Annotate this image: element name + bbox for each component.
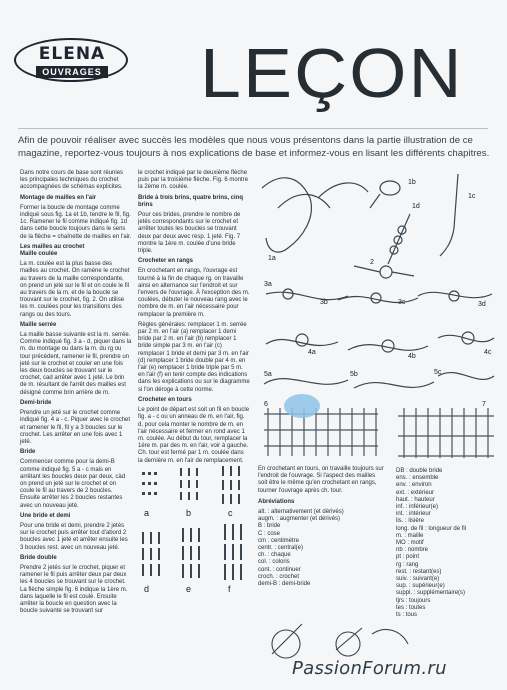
svg-text:6: 6 xyxy=(264,401,268,408)
round-diagrams xyxy=(136,462,258,602)
abbr-item: col. : coloris xyxy=(258,559,290,566)
hook-highlight xyxy=(284,394,320,418)
abbr-item: cm : centimètre xyxy=(258,537,300,544)
abbr-item: nb : nombre xyxy=(396,547,429,554)
abbr-item: ens. : ensemble xyxy=(396,475,439,482)
abbr-item: DB : double bride xyxy=(396,468,443,474)
abbr-item: C : cose xyxy=(258,530,281,537)
svg-text:3c: 3c xyxy=(398,299,406,306)
abbr-item: rg : rang xyxy=(396,561,419,568)
abbr-item: demi-B : demi-bride xyxy=(258,581,311,588)
hook-icon xyxy=(272,624,302,654)
text-column-1 xyxy=(20,170,132,618)
grid-label: e xyxy=(186,584,192,594)
svg-text:1d: 1d xyxy=(412,203,420,210)
abbr-item: long. de fil : longueur de fil xyxy=(396,525,467,532)
svg-text:3b: 3b xyxy=(320,299,328,306)
svg-text:3a: 3a xyxy=(264,281,272,288)
abbr-list xyxy=(258,509,386,588)
section-heading: Maille serrée xyxy=(20,321,57,328)
abbr-item: int. : intérieur xyxy=(396,511,431,518)
svg-text:2: 2 xyxy=(370,259,374,266)
text-column-4 xyxy=(396,468,500,619)
abbr-item: suppl. : supplémentaire(s) xyxy=(396,590,466,597)
section-heading: Abréviations xyxy=(258,498,295,505)
section-heading: Les mailles au crochet xyxy=(20,243,85,250)
chain-ring-icon xyxy=(336,632,360,656)
svg-text:1a: 1a xyxy=(268,255,276,262)
svg-text:1b: 1b xyxy=(408,179,416,186)
abbr-item: env. : environ xyxy=(396,482,432,489)
page-title: LEÇON xyxy=(200,34,464,112)
text-column-3 xyxy=(258,466,386,588)
para: Prendre un jeté sur le crochet comme indiqué fig. 4 a - c. Piquer avec le crochet et ramener le fil, fil y a 3 boucles sur le crochet. Les arrêter en une fois avec 1 jeté. xyxy=(20,410,131,445)
grid-label: c xyxy=(228,508,233,518)
abbr-item: suiv. : suivant(e) xyxy=(396,576,440,583)
svg-text:7: 7 xyxy=(482,401,486,408)
abbr-item: augm. : augmenter (et dérivés) xyxy=(258,516,341,523)
hand-icon xyxy=(262,178,311,252)
abbr-item: rest. : restant(es) xyxy=(396,568,442,575)
section-heading: Montage de mailles en l'air xyxy=(20,194,97,201)
abbr-item: croch. : crochet xyxy=(258,573,300,580)
svg-text:3d: 3d xyxy=(478,301,486,308)
abbr-item: tjrs : toujours xyxy=(396,597,431,604)
grid-label: a xyxy=(144,508,150,518)
para: Commencer comme pour la demi-B comme indiqué fig. 5 a - c mais en arrêtant les boucles deux par deux, càd on prend un jeté sur le crochet et on coule le fil au travers de 2 boucles. Ensuite arrêter les 2 boucles restantes avec un nouveau jeté. xyxy=(20,459,126,509)
abbr-item: cont. : continuer xyxy=(258,566,301,573)
abbr-item: alt. : alternativement (et dérivés) xyxy=(258,509,344,516)
para: La m. coulée est la plus basse des mailles au crochet. On ramène le crochet au travers de la maille correspondante, on prend un jeté sur le fil et on coule le fil au travers de la m. et de la boucle se trouvant sur le crochet, fig. 2. On utilise les m. coulées pour les transitions des rangs ou des tours. xyxy=(20,261,130,318)
grid-label: f xyxy=(228,584,231,594)
abbr-item: tes : toutes xyxy=(396,604,426,611)
abbr-item: MO : motif xyxy=(396,540,424,547)
watermark: PassionForum.ru xyxy=(292,658,447,679)
grid-label: d xyxy=(144,584,150,594)
section-heading: Demi-bride xyxy=(20,399,52,406)
para: Pour ces brides, prendre le nombre de jetés correspondants sur le crochet et arrêter toutes les boucles se trouvant deux par deux avec resp. 1 jeté. Fig. 7 montre la 1ère m. coulée d'une bride triple. xyxy=(138,212,241,255)
stitch-illustrations xyxy=(258,168,496,460)
abbr-item: ch. : chaque xyxy=(258,552,291,559)
section-heading: Bride à trois brins, quatre brins, cinq brins xyxy=(138,194,244,208)
abbr-item: pt : point xyxy=(396,554,420,561)
abbr-item: sup. : supérieur(e) xyxy=(396,583,445,590)
abbr-item: ts : tous xyxy=(396,612,418,619)
abbr-item: lis. : lisière xyxy=(396,518,425,525)
abbr-item: centr. : central(e) xyxy=(258,545,304,552)
section-heading: Bride xyxy=(20,449,36,456)
svg-text:4c: 4c xyxy=(484,349,492,356)
para: En crochetant en tours, on travaille toujours sur l'endroit de l'ouvrage. Si l'aspect des mailles soit être le même qu'en crochetant en rangs, tourner l'ouvrage après ch. tour. xyxy=(258,466,384,494)
para: Règles générales: remplacer 1 m. serrée par 2 m. en l'air (a) remplacer 1 demi bride par 2 m. en l'air (b) remplacer 1 bride simple par 3 m. en l'air (c) remplacer 1 bride et demi par 3 m. en l'air (d) remplacer 1 bride double par 4 m. en l'air (e) remplacer 1 bride triple par 5 m. en l'air (f) en tenir compte des indications dans les explications ou sur le diagramme si l'on déroge à cette norme. xyxy=(138,321,250,393)
svg-text:4b: 4b xyxy=(408,353,416,360)
grid-label: b xyxy=(186,508,192,518)
section-heading: Crocheter en rangs xyxy=(138,258,194,265)
text-column-2 xyxy=(138,170,250,468)
divider xyxy=(18,128,488,129)
brand-logo xyxy=(14,44,130,84)
abbr-item: ext. : extérieur xyxy=(396,489,435,496)
svg-text:1c: 1c xyxy=(468,193,476,200)
section-heading: Bride double xyxy=(20,554,57,561)
para: Le point de départ est soit un fil en boucle fig. a - c ou un anneau de m. en l'air, fig. d, pour cela monter le nombre de m. en l'air nécessaire et fermer en rond avec 1 m. coulée. Au début du tour, remplacer la 1ère m. par des m. en l'air, voir à gauche. Ch. tour est fermé par 1 m. coulée dans la dernière m. en l'air de remplacement. xyxy=(138,407,250,464)
yarn-ring-icon xyxy=(272,630,300,658)
svg-text:5a: 5a xyxy=(264,371,272,378)
svg-text:5c: 5c xyxy=(434,369,442,376)
para: Dans notre cours de base sont réunies les principales techniques du crochet accompagnées de schémas explicites. xyxy=(20,170,124,191)
abbr-item: m. : maille xyxy=(396,532,424,539)
abbr-item: B : bride xyxy=(258,523,281,530)
para: Prendre 2 jetés sur le crochet, piquer et ramener le fil puis arrêter deux par deux les 4 boucles se trouvant sur le crochet. La flèche simple fig. 6 indique la 1ère m. dans laquelle le fil est coulé. Ensuite arrêter la boucle en question avec la boucle suivante se trouvant sur xyxy=(20,564,128,615)
abbr-item: haut. : hauteur xyxy=(396,496,435,503)
section-heading: Maille coulée xyxy=(20,251,58,258)
brand-sub: OUVRAGES xyxy=(36,66,108,78)
para: En crochetant en rangs, l'ouvrage est tourné à la fin de chaque rg. on travaille ainsi en alternance sur l'endroit et sur l'envers de l'ouvrage. À l'exception des m. coulées, débuter le nouveau rang avec le nombre de m. en l'air nécessaire pour remplacer la première m. xyxy=(138,268,250,318)
section-heading: Crocheter en tours xyxy=(138,396,192,403)
svg-text:4a: 4a xyxy=(308,349,316,356)
brand-name: ELENA xyxy=(38,44,106,64)
abbr-item: inf. : inférieur(e) xyxy=(396,504,439,511)
para: le crochet indiqué par le deuxième flèche puis par la troisième flèche. Fig. 6 montre la 2ème m. coulée. xyxy=(138,170,249,191)
intro-text: Afin de pouvoir réaliser avec succès les modèles que nous vous présentons dans la partie illustration de ce magazine, reportez-vous toujours à nos explications de base et informez-vous en lisant les différents chapitres. xyxy=(18,135,490,159)
para: La maille basse suivante est la m. serrée. Comme indiqué fig. 3 a - d, piquer dans la m. du montage ou dans la m. du rg ou tour précédent, ramener le fil, prendre un jeté sur le crochet et couler en une fois les deux boucles se trouvant sur le crochet, cad arrêter avec 1 jeté. Le brin de m. résultant de l'arrêt des mailles est désigné comme brin arrière de m. xyxy=(20,332,132,396)
para: Pour une bride et demi, prendre 2 jetés sur le crochet puis arrêter tout d'abord 2 boucles avec 1 jeté et arrêter ensuite les 3 boucles rest. avec un nouveau jeté. xyxy=(20,522,128,551)
para: Former la boucle de montage comme indiqué sous fig. 1a et 1b, tendre le fil, fig. 1c. Ramener le fil comme indiqué fig. 1d dans cette boucle toujours dans le sens de la flèche = chaînette de mailles en l'air. xyxy=(20,204,132,240)
svg-text:5b: 5b xyxy=(350,371,358,378)
section-heading: Une bride et demi xyxy=(20,512,71,519)
